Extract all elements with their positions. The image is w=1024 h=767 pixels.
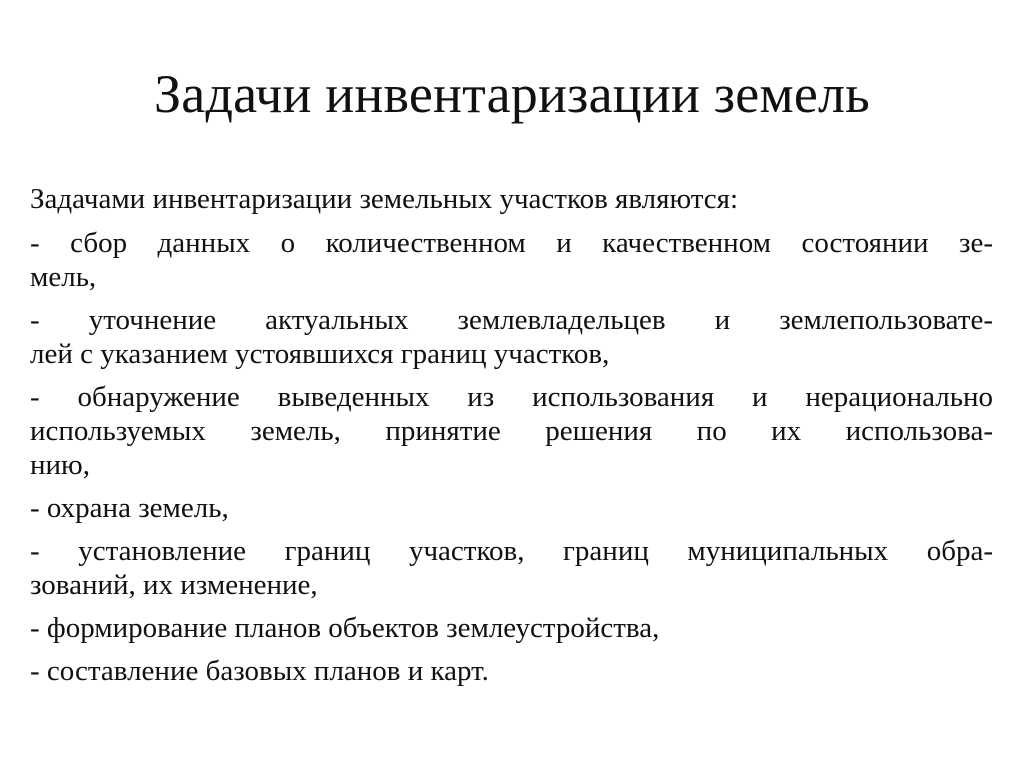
list-item xyxy=(30,611,993,645)
slide-body xyxy=(30,180,993,688)
paragraph-gap xyxy=(30,482,993,491)
list-item-line: - установление границ участков, границ муниципальных обра- xyxy=(30,535,993,567)
list-item-line: - формирование планов объектов землеустройства, xyxy=(30,612,660,644)
list-item-line: мель, xyxy=(30,261,97,293)
list-item-line: - обнаружение выведенных из использования и нерационально xyxy=(30,381,993,413)
paragraph-gap xyxy=(30,216,993,226)
list-item xyxy=(30,226,993,294)
paragraph-gap xyxy=(30,645,993,654)
list-item-line: - сбор данных о количественном и качественном состоянии зе- xyxy=(30,227,993,259)
list-item-line: - охрана земель, xyxy=(30,492,229,524)
list-item xyxy=(30,491,993,525)
slide-title: Задачи инвентаризации земель xyxy=(154,64,870,124)
list-item-line: - уточнение актуальных землевладельцев и землепользовате- xyxy=(30,304,993,336)
intro-text: Задачами инвентаризации земельных участков являются: xyxy=(30,183,739,215)
paragraph-gap xyxy=(30,371,993,380)
list-item-line: - составление базовых планов и карт. xyxy=(30,655,489,687)
list-item xyxy=(30,654,993,688)
list-item-line: зований, их изменение, xyxy=(30,569,318,601)
paragraph-gap xyxy=(30,602,993,611)
list-item-line: используемых земель, принятие решения по их использова- xyxy=(30,415,993,447)
list-item xyxy=(30,303,993,371)
paragraph-gap xyxy=(30,294,993,303)
list-item xyxy=(30,534,993,602)
paragraph-gap xyxy=(30,525,993,534)
list-item xyxy=(30,380,993,482)
list-item-line: лей с указанием устоявшихся границ участков, xyxy=(30,338,610,370)
list-item-line: нию, xyxy=(30,449,90,481)
task-list xyxy=(30,216,993,688)
